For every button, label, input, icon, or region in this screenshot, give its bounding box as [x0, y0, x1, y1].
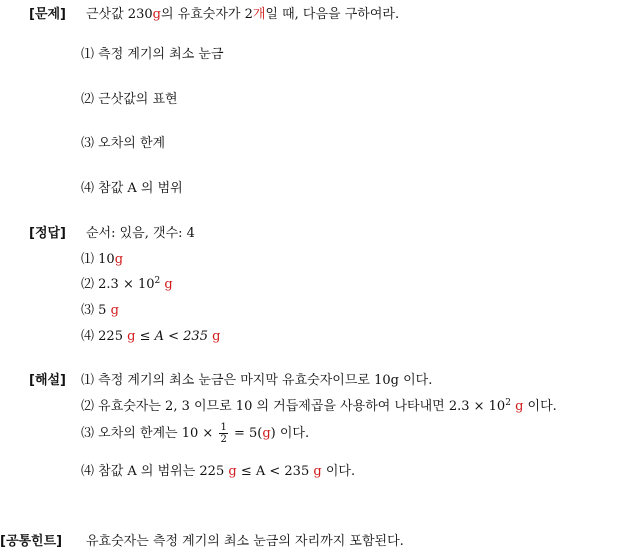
- problem-item-3: ⑶ 오차의 한계: [81, 136, 166, 151]
- fraction-one-half: [219, 422, 227, 445]
- solution-4-unit-2: g: [313, 464, 322, 479]
- answer-header: 순서: 있음, 갯수: 4: [86, 226, 195, 241]
- solution-4-pre: ⑷ 참값 A 의 범위는 225: [81, 464, 225, 479]
- stem-part-3: 일 때, 다음을 구하여라.: [265, 7, 400, 22]
- answer-4-num: ⑷: [81, 329, 95, 344]
- problem-item-2: ⑵ 근삿값의 표현: [81, 92, 178, 107]
- stem-highlight: 개: [252, 7, 266, 22]
- fraction-denominator: 2: [220, 434, 227, 445]
- answer-2-val: 2.3 × 10: [98, 277, 155, 292]
- solution-4: [81, 460, 355, 479]
- answer-2-num: ⑵: [81, 277, 95, 292]
- answer-3-val: 5: [98, 303, 107, 318]
- hint-text: 유효숫자는 측정 계기의 최소 눈금의 자리까지 포함된다.: [86, 534, 404, 549]
- answer-2: [81, 273, 173, 292]
- answer-4-left: 225: [98, 329, 123, 344]
- solution-3-mid: = 5(: [233, 426, 263, 441]
- answer-3-num: ⑶: [81, 303, 95, 318]
- answer-1-unit: g: [114, 252, 124, 267]
- answer-1-num: ⑴: [81, 252, 95, 267]
- answer-tag: [정답]: [29, 226, 66, 241]
- problem-tag: [문제]: [29, 7, 66, 22]
- answer-4-unit-1: g: [127, 329, 136, 344]
- solution-2-unit: g: [515, 399, 524, 414]
- answer-1: [81, 248, 123, 267]
- solution-3-pre: ⑶ 오차의 한계는 10 ×: [81, 426, 214, 441]
- stem-unit: g: [152, 7, 161, 22]
- stem-part-1: 근삿값 230: [86, 7, 153, 22]
- answer-3-unit: g: [110, 303, 119, 318]
- problem-item-1: ⑴ 측정 계기의 최소 눈금: [81, 47, 224, 62]
- answer-4-unit-2: g: [212, 329, 221, 344]
- problem-item-4: ⑷ 참값 A 의 범위: [81, 181, 183, 196]
- solution-2-exp: 2: [505, 398, 511, 408]
- solution-4-post: 이다.: [325, 464, 356, 479]
- answer-4-mid: ≤ A < 235: [139, 329, 208, 344]
- answer-4: [81, 325, 220, 344]
- answer-1-val: 10: [98, 252, 115, 267]
- answer-3: [81, 299, 119, 318]
- solution-1: ⑴ 측정 계기의 최소 눈금은 마지막 유효숫자이므로 10g 이다.: [81, 373, 433, 388]
- fraction-numerator: 1: [220, 422, 227, 433]
- solution-3-post: ) 이다.: [270, 426, 310, 441]
- solution-3-unit: g: [262, 426, 271, 441]
- solution-2-post: 이다.: [527, 399, 557, 414]
- solution-tag: [해설]: [29, 373, 66, 388]
- hint-tag: [공통힌트]: [0, 534, 63, 549]
- problem-stem: [86, 3, 399, 22]
- answer-2-unit: g: [164, 277, 173, 292]
- solution-2: [81, 395, 557, 414]
- answer-2-exp: 2: [154, 276, 161, 286]
- solution-3: [81, 422, 309, 445]
- solution-4-unit-1: g: [228, 464, 237, 479]
- solution-4-mid: ≤ A < 235: [240, 464, 310, 479]
- stem-part-2: 의 유효숫자가 2: [160, 7, 253, 22]
- solution-2-pre: ⑵ 유효숫자는 2, 3 이므로 10 의 거듭제곱을 사용하여 나타내면 2.3 × 10: [81, 399, 506, 414]
